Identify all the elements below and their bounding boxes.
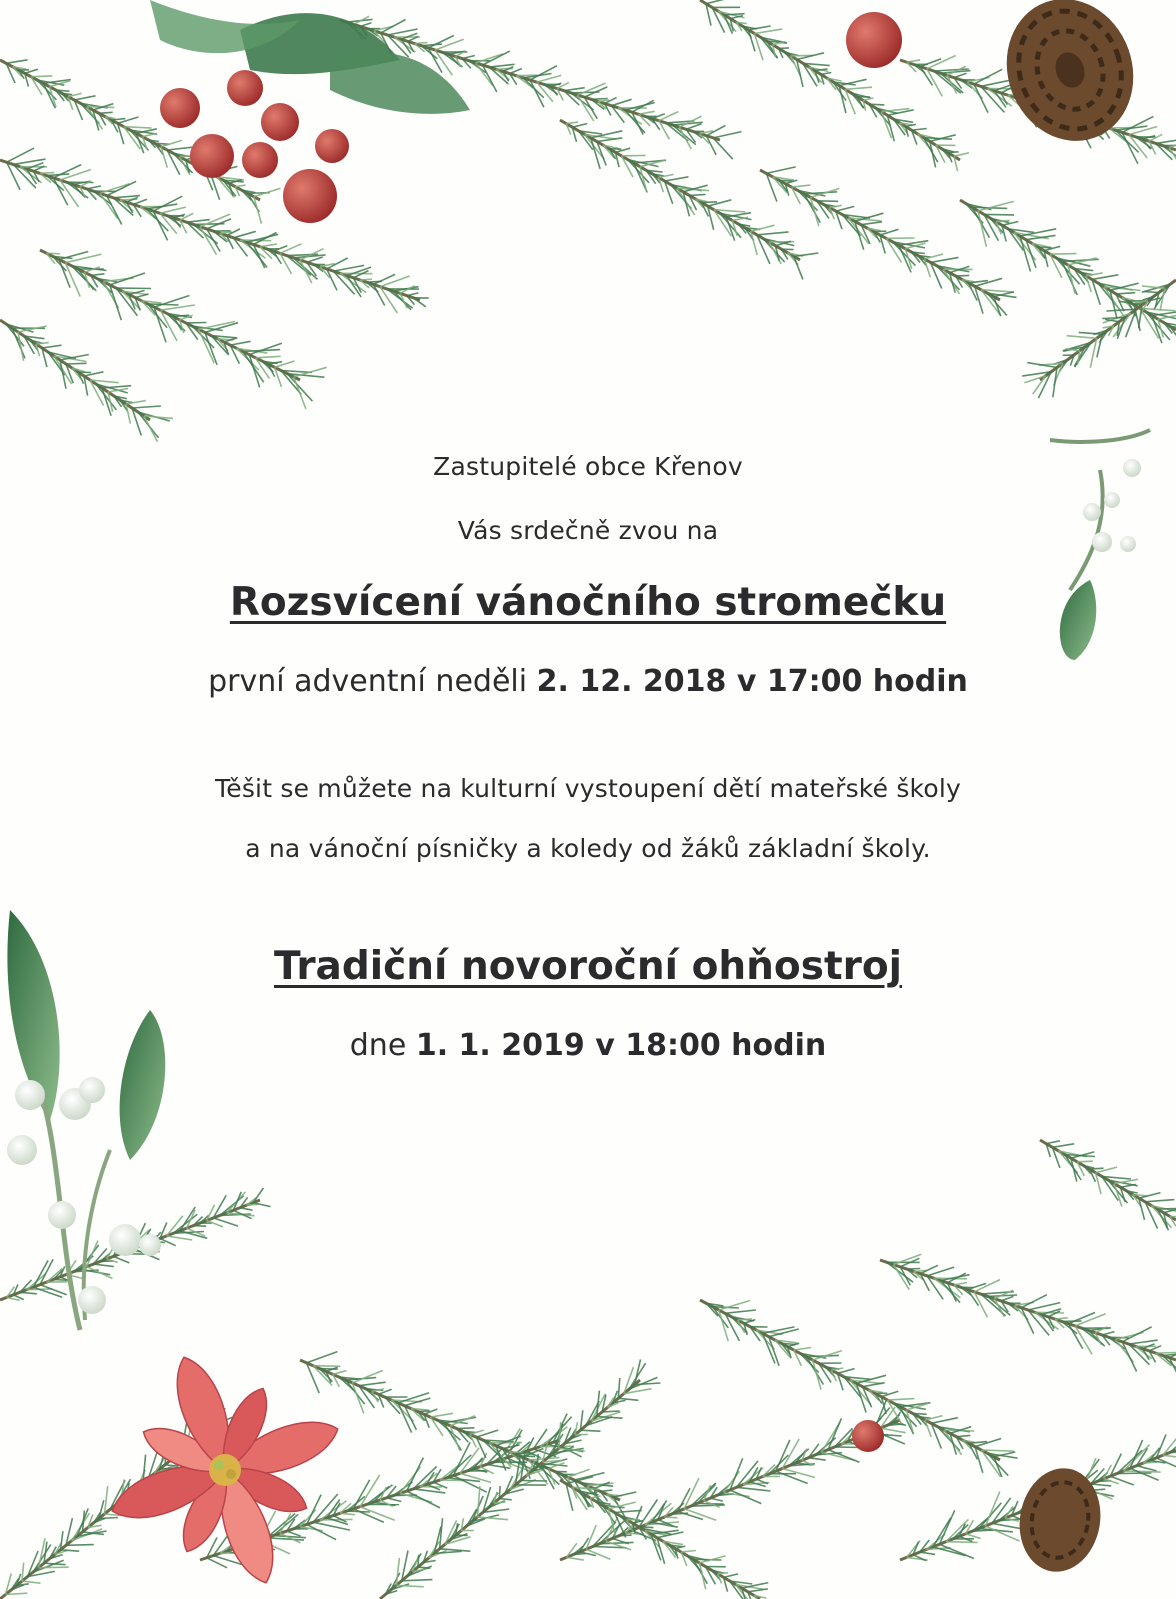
- event2-when-prefix: dne: [349, 1028, 416, 1063]
- event2-when-value: 1. 1. 2019 v 18:00 hodin: [415, 1028, 827, 1063]
- event2-title-text: Tradiční novoroční ohňostroj: [274, 944, 902, 989]
- program-line-2: a na vánoční písničky a koledy od žáků základní školy.: [245, 834, 931, 863]
- event1-when-prefix: první adventní neděli: [208, 664, 537, 699]
- host-line: Zastupitelé obce Křenov: [433, 452, 743, 481]
- event2-when: [0, 1028, 1176, 1063]
- event1-when-value: 2. 12. 2018 v 17:00 hodin: [536, 664, 968, 699]
- program-line-1: Těšit se můžete na kulturní vystoupení dětí mateřské školy: [215, 774, 961, 803]
- event2-title: [0, 944, 1176, 989]
- event1-title: [0, 580, 1176, 625]
- invite-line: Vás srdečně zvou na: [457, 516, 719, 545]
- event1-when: [0, 664, 1176, 699]
- event1-title-text: Rozsvícení vánočního stromečku: [229, 580, 947, 625]
